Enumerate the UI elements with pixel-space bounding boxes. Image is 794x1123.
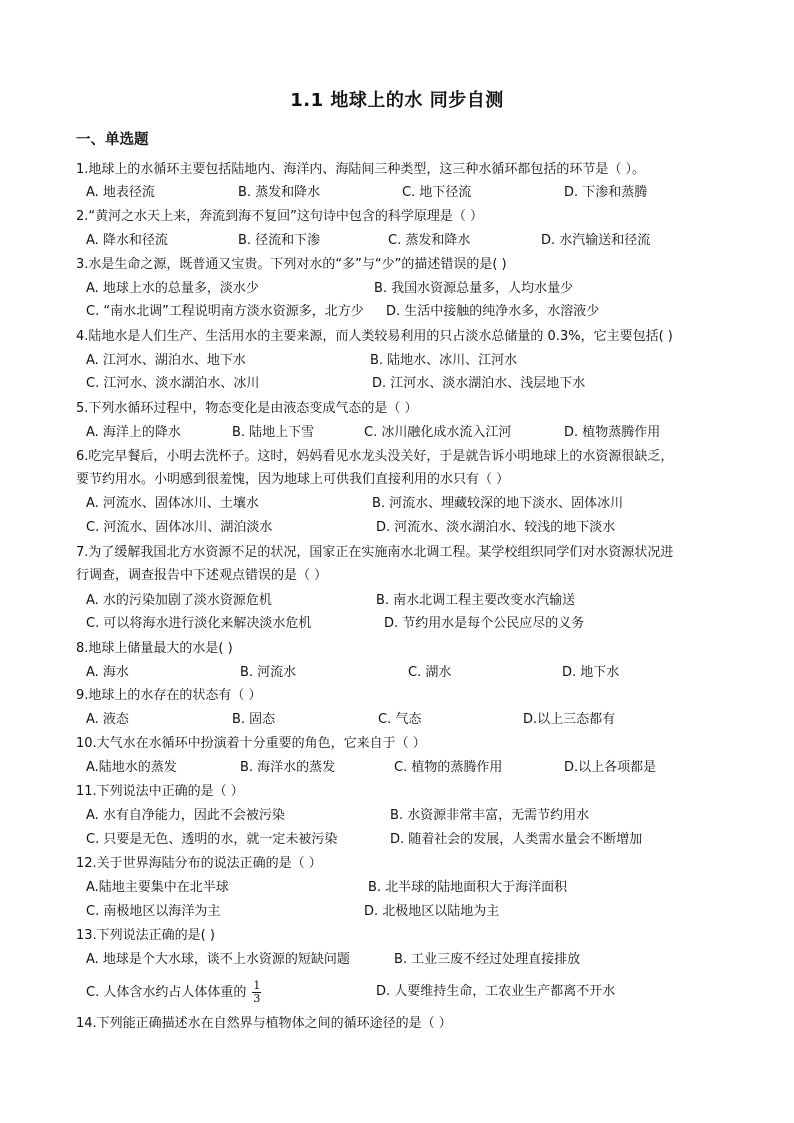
q11-option-d: D. 随着社会的发展，人类需水量会不断增加	[390, 832, 643, 847]
question-4-options-row1	[86, 349, 726, 372]
question-6-options-row1	[86, 492, 726, 515]
question-3-stem: 3.水是生命之源，既普通又宝贵。下列对水的“多”与“少”的描述错误的是( )	[76, 257, 507, 272]
q8-option-a: A. 海水	[86, 665, 129, 680]
fraction-denominator: 3	[253, 992, 261, 1005]
q9-option-d: D.以上三态都有	[523, 712, 616, 727]
q6-option-d: D. 河流水、淡水湖泊水、较浅的地下淡水	[376, 520, 616, 535]
q3-option-d: D. 生活中接触的纯净水多，水溶液少	[386, 304, 600, 319]
q10-option-b: B. 海洋水的蒸发	[240, 760, 336, 775]
q12-option-c: C. 南极地区以海洋为主	[86, 904, 221, 919]
q12-option-d: D. 北极地区以陆地为主	[364, 904, 500, 919]
q6-option-a: A. 河流水、固体冰川、土壤水	[86, 496, 259, 511]
q5-option-a: A. 海洋上的降水	[86, 425, 181, 440]
question-5-options	[86, 421, 726, 444]
q2-option-c: C. 蒸发和降水	[388, 233, 471, 248]
q13-option-a: A. 地球是个大水球，谈不上水资源的短缺问题	[86, 952, 350, 967]
question-4-options-row2	[86, 372, 726, 395]
question-9-options	[86, 708, 726, 731]
q10-option-c: C. 植物的蒸腾作用	[394, 760, 503, 775]
question-9-stem: 9.地球上的水存在的状态有（ ）	[76, 688, 262, 703]
question-12-options-row1	[86, 876, 726, 899]
q9-option-c: C. 气态	[378, 712, 422, 727]
q7-option-d: D. 节约用水是每个公民应尽的义务	[384, 616, 585, 631]
question-10-stem: 10.大气水在水循环中扮演着十分重要的角色，它来自于（ ）	[76, 736, 426, 751]
question-3-options-row1	[86, 277, 726, 300]
q7-option-b: B. 南水北调工程主要改变水汽输送	[376, 593, 576, 608]
q3-option-c: C. “南水北调”工程说明南方淡水资源多，北方少	[86, 304, 364, 319]
q12-option-a: A.陆地主要集中在北半球	[86, 880, 229, 895]
q10-option-d: D.以上各项都是	[564, 760, 657, 775]
q9-option-a: A. 液态	[86, 712, 129, 727]
q11-option-c: C. 只要是无色、透明的水，就一定未被污染	[86, 832, 338, 847]
question-11-stem: 11.下列说法中正确的是（ ）	[76, 784, 244, 799]
q6-option-c: C. 河流水、固体冰川、湖泊淡水	[86, 520, 273, 535]
q12-option-b: B. 北半球的陆地面积大于海洋面积	[368, 880, 568, 895]
q1-option-a: A. 地表径流	[86, 185, 155, 200]
question-11-options-row2	[86, 828, 726, 851]
q4-option-d: D. 江河水、淡水湖泊水、浅层地下水	[372, 376, 586, 391]
q7-option-a: A. 水的污染加剧了淡水资源危机	[86, 593, 272, 608]
q5-option-d: D. 植物蒸腾作用	[564, 425, 661, 440]
question-8-options	[86, 661, 726, 684]
question-6-stem-line1: 6.吃完早餐后，小明去洗杯子。这时，妈妈看见水龙头没关好，于是就告诉小明地球上的水资源很缺乏，	[76, 449, 674, 464]
question-7-stem-line2: 行调查，调查报告中下述观点错误的是（ ）	[76, 568, 328, 583]
q4-option-a: A. 江河水、湖泊水、地下水	[86, 353, 246, 368]
q8-option-c: C. 湖水	[408, 665, 452, 680]
q1-option-d: D. 下渗和蒸腾	[564, 185, 648, 200]
q2-option-a: A. 降水和径流	[86, 233, 168, 248]
q1-option-c: C. 地下径流	[402, 185, 472, 200]
one-third-fraction	[252, 980, 261, 1005]
q13-option-c-text: C. 人体含水约占人体体重的	[86, 985, 247, 1000]
question-12-stem: 12.关于世界海陆分布的说法正确的是（ ）	[76, 856, 322, 871]
q4-option-b: B. 陆地水、冰川、江河水	[370, 353, 518, 368]
question-7-stem-line1: 7.为了缓解我国北方水资源不足的状况，国家正在实施南水北调工程。某学校组织同学们对水资源状况进	[76, 545, 674, 560]
q13-option-c	[86, 980, 261, 1005]
question-13-options-row1	[86, 948, 726, 971]
q9-option-b: B. 固态	[232, 712, 276, 727]
section-heading: 一、单选题	[76, 132, 149, 148]
q2-option-b: B. 径流和下渗	[238, 233, 321, 248]
question-1-stem: 1.地球上的水循环主要包括陆地内、海洋内、海陆间三种类型，这三种水循环都包括的环节是（ ）。	[76, 162, 646, 177]
question-6-stem-line2: 要节约用水。小明感到很羞愧，因为地球上可供我们直接利用的水只有（ ）	[76, 472, 510, 487]
q11-option-a: A. 水有自净能力，因此不会被污染	[86, 808, 285, 823]
page-title: 1.1 地球上的水 同步自测	[290, 90, 504, 111]
question-6-options-row2	[86, 516, 726, 539]
question-8-stem: 8.地球上储量最大的水是( )	[76, 641, 233, 656]
question-13-options-row2	[86, 980, 726, 1003]
question-10-options	[86, 756, 726, 779]
q8-option-b: B. 河流水	[240, 665, 297, 680]
question-14-stem: 14.下列能正确描述水在自然界与植物体之间的循环途径的是（ ）	[76, 1016, 452, 1031]
q5-option-b: B. 陆地上下雪	[232, 425, 315, 440]
question-7-options-row2	[86, 612, 726, 635]
question-2-stem: 2.“黄河之水天上来，奔流到海不复回”这句诗中包含的科学原理是（ ）	[76, 209, 484, 224]
fraction-numerator: 1	[253, 979, 261, 992]
q13-option-b: B. 工业三废不经过处理直接排放	[394, 952, 581, 967]
q4-option-c: C. 江河水、淡水湖泊水、冰川	[86, 376, 260, 391]
q3-option-b: B. 我国水资源总量多，人均水量少	[374, 281, 574, 296]
q2-option-d: D. 水汽输送和径流	[541, 233, 651, 248]
q5-option-c: C. 冰川融化成水流入江河	[364, 425, 512, 440]
question-4-stem: 4.陆地水是人们生产、生活用水的主要来源，而人类较易利用的只占淡水总储量的 0.3%，它主要包括( )	[76, 329, 673, 344]
q8-option-d: D. 地下水	[562, 665, 620, 680]
q3-option-a: A. 地球上水的总量多，淡水少	[86, 281, 259, 296]
question-7-options-row1	[86, 589, 726, 612]
q6-option-b: B. 河流水、埋藏较深的地下淡水、固体冰川	[372, 496, 624, 511]
question-2-options	[86, 229, 726, 252]
question-1-options	[86, 181, 726, 204]
question-3-options-row2	[86, 300, 726, 323]
question-13-stem: 13.下列说法正确的是( )	[76, 928, 215, 943]
q10-option-a: A.陆地水的蒸发	[86, 760, 177, 775]
question-5-stem: 5.下列水循环过程中，物态变化是由液态变成气态的是（ ）	[76, 401, 418, 416]
question-11-options-row1	[86, 804, 726, 827]
question-12-options-row2	[86, 900, 726, 923]
q11-option-b: B. 水资源非常丰富，无需节约用水	[390, 808, 590, 823]
q1-option-b: B. 蒸发和降水	[238, 185, 321, 200]
q13-option-d: D. 人要维持生命，工农业生产都离不开水	[376, 984, 616, 999]
q7-option-c: C. 可以将海水进行淡化来解决淡水危机	[86, 616, 312, 631]
